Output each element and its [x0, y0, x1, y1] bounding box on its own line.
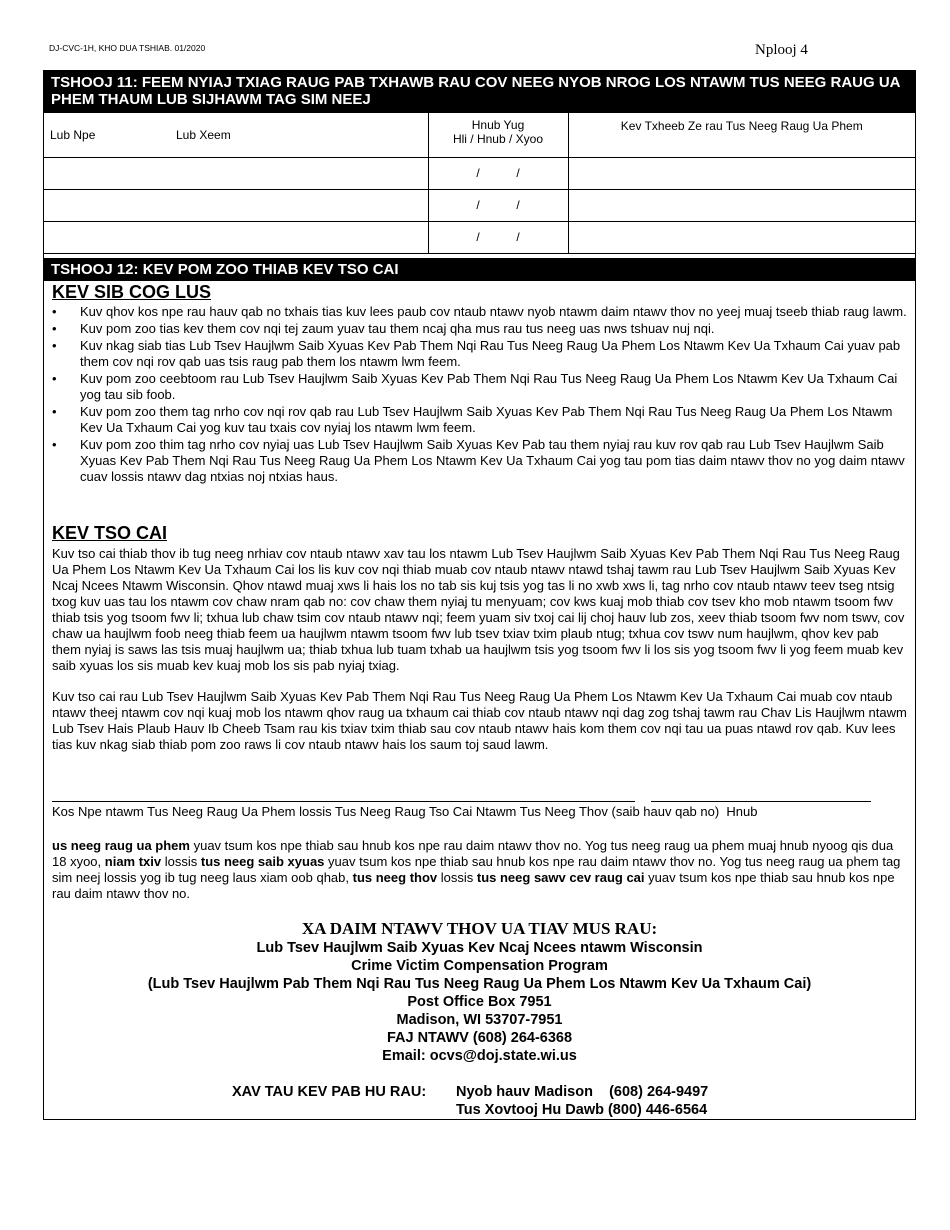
table-row — [44, 221, 915, 253]
mailing-title: XA DAIM NTAWV THOV UA TIAV MUS RAU: — [301, 919, 658, 938]
form-frame — [43, 70, 916, 1120]
mailing-line: Madison, WI 53707-7951 — [396, 1012, 563, 1028]
table-header-row — [44, 113, 915, 157]
help-label: XAV TAU KEV PAB HU RAU: — [232, 1084, 427, 1100]
form-id: DJ-CVC-1H, KHO DUA TSHIAB. 01/2020 — [49, 43, 206, 53]
date-label: Hnub — [726, 804, 758, 819]
authorization-paragraph-2: Kuv tso cai rau Lub Tsev Haujlwm Saib Xyuas Kev Pab Them Nqi Rau Tus Neeg Raug Ua Phem Los Ntawm Kev Ua Txhaum Cai muab cov ntaub ntawv theej ntawm cov nqi kuaj mob los ntawm qhov raug ua txhaum cai thiab cov ntaub ntawv nqi dag zog tshaj tawm rau Chav Lis Haujlwm ntawm Lub Tsev Hais Plaub Hauv Ib Cheeb Tsam rau kis txiav txim thiab sau cov ntaub ntawv hais kom them cov nqi tau ua puas ntawd rov qab. Kuv lees tias kuv nkag siab thiab pom zoo raws li cov ntaub ntawv hais los saum toj saud lawm. — [52, 689, 907, 752]
agreement-title: KEV SIB COG LUS — [52, 282, 212, 302]
fax-number: FAJ NTAWV (608) 264-6368 — [386, 1030, 573, 1046]
table-row — [44, 157, 915, 189]
name-cell[interactable] — [44, 221, 428, 253]
dob-cell[interactable]: / / — [428, 221, 568, 253]
authorization-paragraph-1: Kuv tso cai thiab thov ib tug neeg nrhiav cov ntaub ntawv xav tau los ntawm Lub Tsev Haujlwm Saib Xyuas Kev Pab Them Nqi Rau Tus Neeg Raug Ua Phem Los Ntawm Kev Ua Txhaum Cai los lis kuv cov nqi thiab muab cov ntaub ntawv ntawd tshaj tawm rau Lub Tsev Haujlwm Saib Xyuas Kev Ncaj Ncees Ntawm Wisconsin. Qhov ntawd muaj xws li hais los no tab sis kuj tsis yog tas li no xwb xws li, tag nrho cov ntaub ntawv teev tseg ntsig txog kuv uas tau los ntawm cov chaw nram qab no: cov chaw them nyiaj tu menyuam; cov kws kuaj mob thiab cov tsev kho mob ntawm tsoom fwv thiab tsis yog tsoom fwv li; txhua lub chaw tsim cov ntaub ntawv nqi; feem yuam siv txoj cai lij choj hauv lub zos, xeev thiab tsoom fwv nom tswv, cov chaw ua haujlwm foob neeg thiab feem ua haujlwm ntawm tsoom fwv lub tsev txiav txim plaub ntug; txhua cov tswv num haujlwm, qhov kev pab them nyiaj is saws las tsis muaj haujlwm ua; thiab txhua lub tuam txhab ua haujlwm tsis yog tsoom fwv li los sis yog tsoom fwv li yog feem muab kev saib xyuas los sis muab kev kuaj mob los sis pab nyiaj txiag. — [52, 546, 905, 673]
col-last-name: Lub Xeem — [176, 127, 231, 142]
tollfree-phone[interactable]: Tus Xovtooj Hu Dawb (800) 446-6564 — [456, 1102, 708, 1118]
mailing-line: Crime Victim Compensation Program — [351, 958, 608, 974]
help-phones — [456, 1083, 708, 1119]
name-cell[interactable] — [44, 189, 428, 221]
dob-cell[interactable]: / / — [428, 189, 568, 221]
col-dob-format: Hli / Hnub / Xyoo — [452, 131, 544, 146]
local-phone[interactable]: (608) 264-9497 — [609, 1084, 709, 1100]
table-row — [44, 189, 915, 221]
col-dob-title: Hnub Yug — [471, 117, 525, 132]
relationship-cell[interactable] — [568, 189, 915, 221]
col-first-name: Lub Npe — [50, 127, 96, 142]
list-item: • Kuv pom zoo ceebtoom rau Lub Tsev Haujlwm Saib Xyuas Kev Pab Them Nqi Rau Tus Neeg Raug Ua Phem Los Ntawm Kev Ua Txhaum Cai yog tau sib foob. — [52, 371, 898, 402]
list-item: • Kuv nkag siab tias Lub Tsev Haujlwm Saib Xyuas Kev Pab Them Nqi Rau Tus Neeg Raug Ua Phem Los Ntawm Kev Ua Txhaum Cai yuav pab them cov nqi rov qab uas tsis raug pab them los ntawm lwm feem. — [52, 338, 901, 369]
agreement-list — [52, 304, 912, 486]
section-11-title: TSHOOJ 11: FEEM NYIAJ TXIAG RAUG PAB TXHAWB RAU COV NEEG NYOB NROG LOS NTAWM TUS NEEG RAUG UA PHEM THAUM LUB SIJHAWM TAG SIM NEEJ — [44, 71, 915, 113]
name-cell[interactable] — [44, 157, 428, 189]
authorization-title: KEV TSO CAI — [52, 523, 168, 543]
section-12-title: TSHOOJ 12: KEV POM ZOO THIAB KEV TSO CAI — [44, 258, 915, 281]
mailing-line: Post Office Box 7951 — [407, 994, 552, 1010]
relationship-cell[interactable] — [568, 221, 915, 253]
list-item: • Kuv pom zoo tias kev them cov nqi tej zaum yuav tau them ncaj qha mus rau tus neeg uas nws tshuav nuj nqi. — [52, 321, 715, 336]
local-label: Nyob hauv Madison — [456, 1084, 593, 1100]
signature-label: Kos Npe ntawm Tus Neeg Raug Ua Phem lossis Tus Neeg Raug Tso Cai Ntawm Tus Neeg Thov (saib hauv qab no) Hnub — [52, 804, 758, 819]
household-table — [44, 113, 915, 254]
dob-cell[interactable]: / / — [428, 157, 568, 189]
list-item: • Kuv pom zoo thim tag nrho cov nyiaj uas Lub Tsev Haujlwm Saib Xyuas Kev Pab tau them nyiaj rau kuv rov qab rau Lub Tsev Haujlwm Saib Xyuas Kev Pab Them Nqi Rau Tus Neeg Raug Ua Phem Los Ntawm Kev Ua Txhaum Cai yog tau pom tias daim ntawv thov no yog daim ntawv cuav lossis ntawv dag ntxias noj ntxias haus. — [52, 437, 905, 484]
page-number: Nplooj 4 — [755, 42, 808, 58]
signer-note: us neeg raug ua phem yuav tsum kos npe thiab sau hnub kos npe rau daim ntawv thov no. Yog tus neeg raug ua phem muaj hnub nyoog qis dua 18 xyoo, niam txiv lossis tus neeg saib xyuas yuav tsum kos npe thiab sau hnub kos npe rau daim ntawv thov no. Yog tus neeg raug ua phem tag sim neej lossis yog ib tug neeg laus xiam oob qhab, tus neeg thov lossis tus neeg sawv cev raug cai yuav tsum kos npe thiab sau hnub kos npe rau daim ntawv thov no. — [52, 838, 901, 901]
list-item: • Kuv qhov kos npe rau hauv qab no txhais tias kuv lees paub cov ntaub ntawv nyob ntawm daim ntawv thov no yeej muaj tseeb thiab raug lawm. — [52, 304, 907, 319]
mailing-address — [44, 919, 915, 1065]
email-address[interactable]: Email: ocvs@doj.state.wi.us — [382, 1048, 577, 1064]
date-line[interactable] — [651, 801, 871, 802]
mailing-line: Lub Tsev Haujlwm Saib Xyuas Kev Ncaj Ncees ntawm Wisconsin — [256, 940, 703, 956]
col-relationship: Kev Txheeb Ze rau Tus Neeg Raug Ua Phem — [620, 118, 863, 133]
signature-line[interactable] — [52, 801, 635, 802]
mailing-line: (Lub Tsev Haujlwm Pab Them Nqi Rau Tus Neeg Raug Ua Phem Los Ntawm Kev Ua Txhaum Cai) — [147, 976, 812, 992]
relationship-cell[interactable] — [568, 157, 915, 189]
list-item: • Kuv pom zoo them tag nrho cov nqi rov qab rau Lub Tsev Haujlwm Saib Xyuas Kev Pab Them Nqi Rau Tus Neeg Raug Ua Phem Los Ntawm Kev Ua Txhaum Cai yog kuv tau txais cov nyiaj los ntawm lwm feem. — [52, 404, 893, 435]
